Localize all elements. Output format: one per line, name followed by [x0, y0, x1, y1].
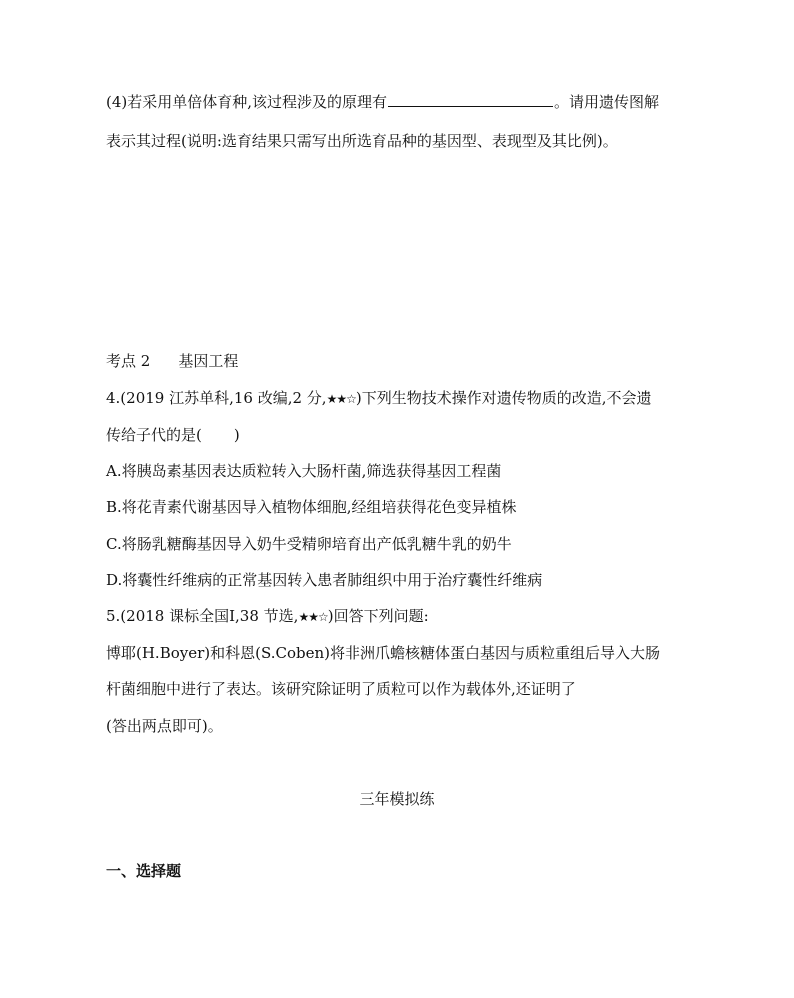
question-5-body-line1: 博耶(H.Boyer)和科恩(S.Coben)将非洲爪蟾核糖体蛋白基因与质粒重组后导入大肠 — [106, 644, 660, 662]
section-title: 基因工程 — [178, 352, 239, 370]
q4-part4-line2: 表示其过程(说明:选育结果只需写出所选育品种的基因型、表现型及其比例)。 — [106, 132, 618, 150]
question-4-source: 4.(2019 江苏单科,16 改编,2 分, — [106, 389, 327, 407]
question-4-stem: )下列生物技术操作对遗传物质的改造,不会遗 — [355, 389, 652, 407]
difficulty-stars-icon: ★★☆ — [298, 610, 328, 624]
question-5-body-line2: 杆菌细胞中进行了表达。该研究除证明了质粒可以作为载体外,还证明了 — [106, 680, 576, 698]
question-5-stem-line1 — [106, 606, 429, 627]
question-4-stem-continued: 传给子代的是( — [106, 426, 202, 444]
answer-paren-close: ) — [233, 426, 240, 444]
question-4-option-c: C.将肠乳糖酶基因导入奶牛受精卵培育出产低乳糖牛乳的奶牛 — [106, 535, 512, 553]
q4-part4-text-after: 。请用遗传图解 — [554, 93, 660, 111]
question-4-stem-line1 — [106, 388, 651, 409]
question-5-body-line3: (答出两点即可)。 — [106, 717, 223, 735]
question-5-source: 5.(2018 课标全国Ⅰ,38 节选, — [106, 607, 299, 625]
q4-part4-line1 — [106, 92, 659, 112]
answer-blank — [388, 92, 553, 107]
q4-part4-text-before: (4)若采用单倍体育种,该过程涉及的原理有 — [106, 93, 388, 111]
question-4-option-a: A.将胰岛素基因表达质粒转入大肠杆菌,筛选获得基因工程菌 — [106, 462, 502, 480]
question-5-stem: )回答下列问题: — [327, 607, 429, 625]
question-4-option-d: D.将囊性纤维病的正常基因转入患者肺组织中用于治疗囊性纤维病 — [106, 571, 543, 589]
section-heading-three-year-practice: 三年模拟练 — [359, 790, 435, 808]
section-label: 考点 2 — [106, 352, 151, 370]
question-4-option-b: B.将花青素代谢基因导入植物体细胞,经组培获得花色变异植株 — [106, 498, 517, 516]
difficulty-stars-icon: ★★☆ — [326, 392, 356, 406]
section-heading-multiple-choice: 一、选择题 — [106, 862, 182, 880]
question-4-stem-line2 — [106, 425, 240, 445]
section-heading-gene-engineering — [106, 351, 238, 371]
